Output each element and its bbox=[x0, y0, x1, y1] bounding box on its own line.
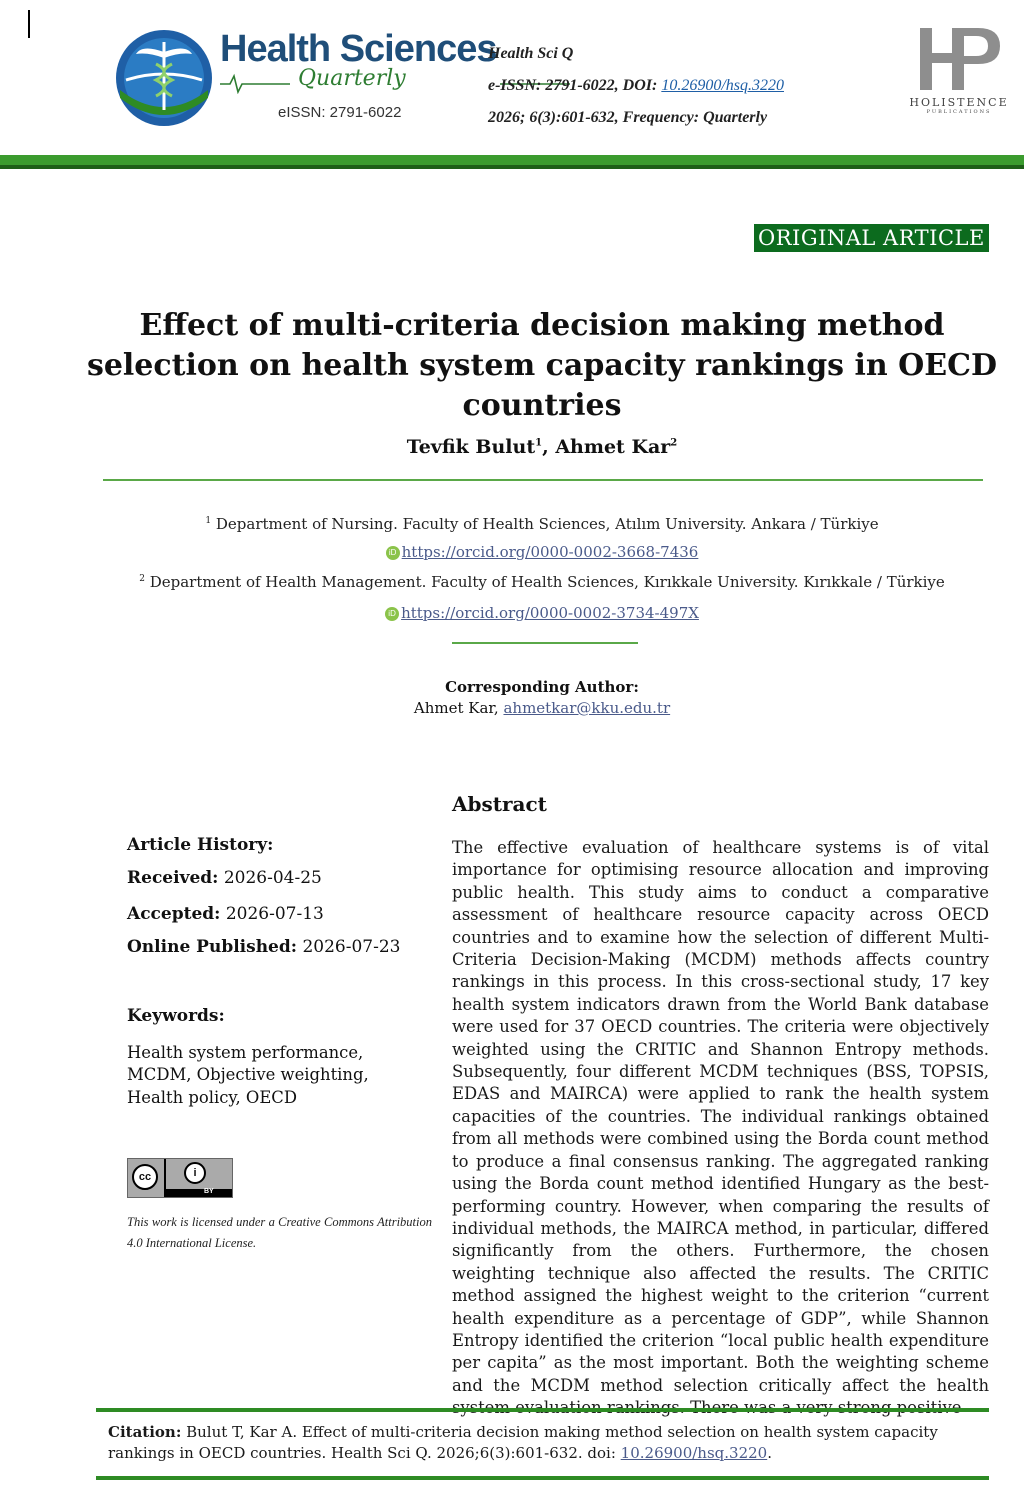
license-text: This work is licensed under a Creative Commons Attribution 4.0 International License. bbox=[127, 1215, 432, 1250]
journal-abbrev: Health Sci Q bbox=[488, 45, 574, 62]
affiliation-text: Department of Health Management. Faculty of Health Sciences, Kırıkkale University. Kırıkkale / Türkiye bbox=[149, 573, 945, 591]
caduceus-logo-icon bbox=[112, 28, 216, 128]
article-history-heading bbox=[127, 835, 273, 855]
article-title: Effect of multi-criteria decision making method selection on health system capacity rankings in OECD countries bbox=[86, 308, 998, 423]
journal-volume: 2026; 6(3):601-632, Frequency: Quarterly bbox=[488, 109, 768, 126]
publisher-label: HOLISTENCE bbox=[909, 96, 1009, 109]
publisher-sub-label: PUBLICATIONS bbox=[926, 109, 992, 115]
affiliation-text: Department of Nursing. Faculty of Health Sciences, Atılım University. Ankara / Türkiye bbox=[215, 515, 879, 533]
citation-text: Bulut T, Kar A. Effect of multi-criteria decision making method selection on health system capacity rankings in OECD countries. Health Sci Q. 2026;6(3):601-632. doi: bbox=[108, 1423, 938, 1462]
author-name: Ahmet Kar bbox=[555, 436, 671, 458]
journal-subtitle: Quarterly bbox=[298, 66, 406, 91]
publisher-name bbox=[904, 96, 1014, 115]
accepted-value: 2026-07-13 bbox=[220, 904, 324, 924]
corresponding-author bbox=[0, 699, 1024, 717]
received-date bbox=[127, 868, 322, 888]
author-list bbox=[0, 436, 1024, 458]
citation-bottom-rule bbox=[96, 1476, 989, 1480]
orcid-link[interactable]: https://orcid.org/0000-0002-3668-7436 bbox=[401, 543, 699, 561]
journal-logo[interactable] bbox=[108, 24, 497, 134]
header-divider-dark bbox=[0, 165, 1024, 169]
affiliation-sup: 2 bbox=[139, 574, 145, 584]
affiliation-sup: 1 bbox=[205, 516, 212, 526]
keywords-heading-text: Keywords: bbox=[127, 1006, 225, 1026]
author-separator: , bbox=[542, 436, 556, 458]
text-cursor bbox=[28, 10, 30, 38]
history-heading-text: Article History: bbox=[127, 835, 274, 855]
attribution-person-icon: i bbox=[184, 1162, 206, 1184]
journal-issn-doi bbox=[488, 70, 784, 102]
citation-block bbox=[108, 1422, 988, 1464]
cc-by-label: BY bbox=[204, 1188, 214, 1195]
cc-by-license-badge[interactable] bbox=[127, 1158, 233, 1198]
citation-end: . bbox=[767, 1444, 772, 1462]
orcid-1 bbox=[0, 543, 1024, 561]
affiliation-1 bbox=[0, 515, 1024, 533]
journal-name: Health Sciences bbox=[220, 28, 497, 70]
citation-doi-link[interactable]: 10.26900/hsq.3220 bbox=[620, 1444, 768, 1462]
affiliation-2 bbox=[0, 573, 1024, 591]
logo-eissn: eISSN: 2791-6022 bbox=[278, 104, 402, 121]
corresponding-email-link[interactable]: ahmetkar@kku.edu.tr bbox=[503, 699, 671, 717]
article-type-badge: ORIGINAL ARTICLE bbox=[754, 224, 989, 252]
received-value: 2026-04-25 bbox=[218, 868, 322, 888]
received-label: Received: bbox=[127, 868, 219, 888]
cc-badge-left bbox=[128, 1159, 164, 1197]
author-divider bbox=[103, 479, 983, 481]
header-divider bbox=[0, 155, 1024, 165]
author-name: Tevfik Bulut bbox=[406, 436, 536, 458]
keywords-heading bbox=[127, 1006, 225, 1026]
issn-label: e-ISSN: 2791-6022, DOI: bbox=[488, 77, 662, 94]
published-label: Online Published: bbox=[127, 937, 298, 957]
citation-top-rule bbox=[96, 1408, 989, 1412]
affiliation-divider bbox=[452, 642, 638, 644]
cc-icon: cc bbox=[132, 1164, 158, 1190]
abstract-heading: Abstract bbox=[452, 792, 547, 816]
accepted-label: Accepted: bbox=[127, 904, 221, 924]
abstract-text: The effective evaluation of healthcare systems is of vital importance for optimising resource allocation and improving public health. This study aims to conduct a comparative assessment of healthcare resource capacity across OECD countries and to examine how the selection of different Multi-Criteria Decision-Making (MCDM) methods affects country rankings in this process. In this cross-sectional study, 17 key health system indicators drawn from the World Bank database were used for 37 OECD countries. The criteria were objectively weighted using the CRITIC and Shannon Entropy methods. Subsequently, four different MCDM techniques (BSS, TOPSIS, EDAS and MAIRCA) were applied to rank the health system capacities of the countries. The individual rankings obtained from all methods were combined using the Borda count method to produce a final consensus ranking. The aggregated ranking using the Borda count method identified Hungary as the best-performing country. However, when comparing the results of individual methods, the MAIRCA method, in particular, differed significantly from the others. Furthermore, the chosen weighting technique also affected the results. The CRITIC method assigned the highest weight to the criterion “current health expenditure as a percentage of GDP”, while Shannon Entropy identified the criterion “local public health expenditure per capita” as the most important. Both the weighting scheme and the MCDM method selection critically affect the health bbox=[452, 838, 989, 1395]
published-date bbox=[127, 937, 400, 957]
journal-meta bbox=[488, 38, 784, 134]
corresponding-author-name: Ahmet Kar, bbox=[413, 699, 504, 717]
accepted-date bbox=[127, 904, 324, 924]
corresponding-author-label: Corresponding Author: bbox=[445, 678, 639, 696]
citation-label: Citation: bbox=[108, 1423, 182, 1441]
keywords-list: Health system performance, MCDM, Objective weighting, Health policy, OECD bbox=[127, 1043, 369, 1107]
orcid-icon: iD bbox=[385, 607, 399, 621]
author-sup: 2 bbox=[670, 437, 678, 449]
orcid-icon: iD bbox=[386, 546, 400, 560]
published-value: 2026-07-23 bbox=[297, 937, 401, 957]
orcid-2 bbox=[0, 604, 1024, 622]
header-doi-link[interactable]: 10.26900/hsq.3220 bbox=[661, 77, 784, 94]
author-sup: 1 bbox=[535, 437, 543, 449]
orcid-link[interactable]: https://orcid.org/0000-0002-3734-497X bbox=[401, 604, 699, 622]
